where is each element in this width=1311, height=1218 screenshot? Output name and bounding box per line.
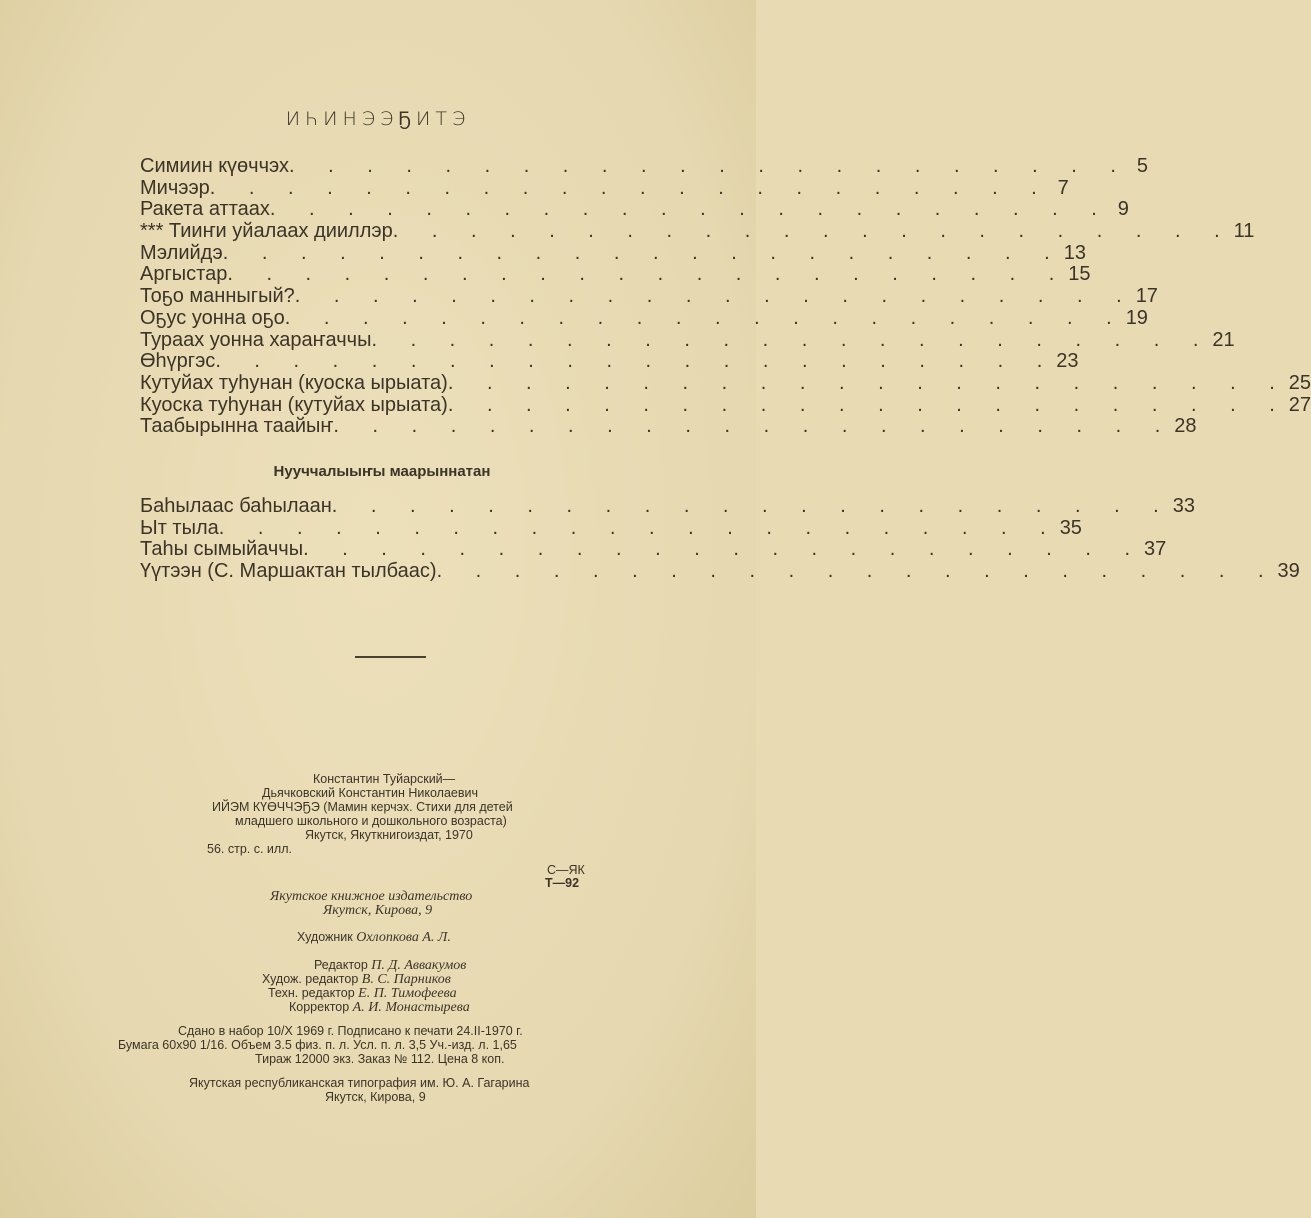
credit-line xyxy=(262,972,451,987)
printer-address: Якутск, Кирова, 9 xyxy=(325,1090,426,1104)
imprint-book: ИЙЭМ КҮӨЧЧЭҔЭ (Мамин керчэх. Стихи для детей xyxy=(212,800,513,814)
toc-entry xyxy=(140,176,1069,200)
toc-entry-title: Аргыстар xyxy=(140,263,228,286)
toc-entry xyxy=(140,393,1311,417)
toc-entry xyxy=(140,350,1079,373)
toc-leader-dots: . . . . . . . . . . . . . . . . . . . . . . xyxy=(371,328,1213,351)
toc-entry xyxy=(140,328,1235,352)
toc-entry xyxy=(140,516,1082,540)
credit-line xyxy=(268,986,457,1001)
toc-entry xyxy=(140,198,1129,221)
toc-entry-title: Баһылаас баһылаан xyxy=(140,495,332,517)
toc-leader-dots: . . . . . . . . . . . . . . . . . . . . . . xyxy=(447,371,1289,394)
toc-leader-dots: . . . . . . . . . . . . . . . . . . . . . . xyxy=(215,350,1057,373)
toc-entry xyxy=(140,155,1148,178)
toc-leader-dots: . . . . . . . . . . . . . . . . . . . . . . xyxy=(209,176,1051,199)
toc-leader-dots: . . . . . . . . . . . . . . . . . . . . . . xyxy=(333,415,1175,438)
toc-entry-title: Куоска туһунан (кутуйах ырыата) xyxy=(140,393,448,416)
imprint-book2: младшего школьного и дошкольного возраста) xyxy=(235,814,507,828)
toc-leader-dots: . . . . . . . . . . . . . . . . . . . . . . xyxy=(289,155,1130,177)
toc-entry-page: 25 xyxy=(1288,371,1311,394)
toc-entry-page: 35 xyxy=(1059,516,1082,539)
toc-entry xyxy=(140,306,1148,330)
toc-entry-title: Мэлийдэ xyxy=(140,241,223,264)
toc-entry xyxy=(140,263,1091,286)
table-of-contents xyxy=(140,155,1311,438)
toc-entry-page: 33 xyxy=(1172,495,1195,517)
imprint-author1: Константин Туйарский— xyxy=(313,772,456,786)
toc-leader-dots: . . . . . . . . . . . . . . . . . . . . . . xyxy=(284,306,1126,329)
toc-leader-dots: . . . . . . . . . . . . . . . . . . . . . . xyxy=(331,495,1173,517)
toc-leader-dots: . . . . . . . . . . . . . . . . . . . . . . xyxy=(303,538,1145,561)
publisher-address: Якутск, Кирова, 9 xyxy=(323,903,433,918)
toc-entry xyxy=(140,495,1195,518)
imprint-code2: Т—92 xyxy=(545,876,580,890)
credit-name: А. И. Монастырева xyxy=(352,1000,470,1015)
toc-entry-page: 13 xyxy=(1063,241,1086,264)
toc-entry-title: Тоҕо манныгый? xyxy=(140,285,295,308)
credit-name: В. С. Парников xyxy=(361,972,451,987)
toc-entry-title: Мичээр xyxy=(140,176,210,199)
toc-entry-page: 15 xyxy=(1068,263,1091,286)
toc-entry-title: Ыт тыла xyxy=(140,516,219,539)
credit-role: Редактор xyxy=(314,958,368,972)
printer: Якутская республиканская типография им. Ю. А. Гагарина xyxy=(189,1076,530,1090)
toc-entry-title: Таһы сымыйаччы xyxy=(140,538,304,561)
artist-name: Охлопкова А. Л. xyxy=(356,930,451,945)
toc-entry xyxy=(140,415,1197,438)
toc-entry-page: 27 xyxy=(1288,393,1311,416)
toc-entry-title: *** Тииҥи уйалаах дииллэр xyxy=(140,220,393,243)
toc-entry-title: Кутуйах туһунан (куоска ырыата) xyxy=(140,371,448,394)
toc-entry-page: 5 xyxy=(1136,155,1148,177)
toc-entry-title: Оҕус уонна оҕо xyxy=(140,306,285,329)
print-info-3: Тираж 12000 экз. Заказ № 112. Цена 8 коп. xyxy=(255,1052,505,1066)
toc-entry xyxy=(140,241,1086,265)
credit-role: Худож. редактор xyxy=(262,972,359,986)
publisher: Якутское книжное издательство xyxy=(270,889,473,904)
toc-leader-dots: . . . . . . . . . . . . . . . . . . . . . . xyxy=(392,220,1234,243)
credit-line xyxy=(314,958,466,973)
toc-entry-title: Үүтээн (С. Маршактан тылбаас) xyxy=(140,560,437,583)
toc-entry-page: 39 xyxy=(1277,560,1300,583)
print-info-1: Сдано в набор 10/X 1969 г. Подписано к печати 24.II-1970 г. xyxy=(178,1024,523,1038)
toc-leader-dots: . . . . . . . . . . . . . . . . . . . . . . xyxy=(218,516,1060,539)
toc-leader-dots: . . . . . . . . . . . . . . . . . . . . . . xyxy=(269,198,1111,221)
divider xyxy=(355,656,426,658)
toc-entry-page: 7 xyxy=(1057,176,1069,199)
toc-entry-page: 21 xyxy=(1212,328,1235,351)
toc-entry xyxy=(140,371,1311,395)
toc-leader-dots: . . . . . . . . . . . . . . . . . . . . . . xyxy=(227,263,1069,286)
toc-entry-page: 28 xyxy=(1174,415,1197,438)
toc-leader-dots: . . . . . . . . . . . . . . . . . . . . . . xyxy=(447,393,1289,416)
toc-entry-page: 17 xyxy=(1135,285,1158,308)
section-title: Нууччалыыҥы маарыннатан xyxy=(273,463,491,480)
toc-entry-title: Ракета аттаах xyxy=(140,198,270,221)
imprint-place: Якутск, Якуткнигоиздат, 1970 xyxy=(305,828,473,842)
print-info-2: Бумага 60х90 1/16. Объем 3.5 физ. п. л. Усл. п. л. 3,5 Уч.-изд. л. 1,65 xyxy=(118,1038,517,1052)
credit-line xyxy=(289,1000,470,1015)
toc-leader-dots: . . . . . . . . . . . . . . . . . . . . . . xyxy=(294,285,1136,308)
toc-entry-page: 11 xyxy=(1233,220,1255,243)
toc-entry xyxy=(140,538,1167,561)
toc-leader-dots: . . . . . . . . . . . . . . . . . . . . . . xyxy=(436,560,1278,583)
toc-entry-page: 9 xyxy=(1117,198,1129,221)
toc-entry-page: 23 xyxy=(1056,350,1079,373)
imprint-code1: С—ЯК xyxy=(547,863,585,877)
toc-entry-title: Таабырынна таайыҥ xyxy=(140,415,334,438)
artist-line xyxy=(297,930,451,945)
imprint-pages: 56. стр. с. илл. xyxy=(207,842,292,856)
table-of-contents-2 xyxy=(140,495,1300,583)
credit-name: П. Д. Аввакумов xyxy=(371,958,467,973)
toc-entry xyxy=(140,560,1300,583)
toc-entry-title: Тураах уонна хараҥаччы xyxy=(140,328,372,351)
toc-leader-dots: . . . . . . . . . . . . . . . . . . . . . . xyxy=(222,241,1064,264)
toc-entry-page: 37 xyxy=(1144,538,1167,561)
credit-name: Е. П. Тимофеева xyxy=(358,986,457,1001)
toc-entry-title: Симиин күөччэх xyxy=(140,155,290,177)
artist-label: Художник xyxy=(297,930,353,944)
credit-role: Корректор xyxy=(289,1000,350,1014)
imprint-author2: Дьячковский Константин Николаевич xyxy=(262,786,479,800)
contents-title: ИҺИНЭЭҔИТЭ xyxy=(285,108,471,130)
toc-entry-page: 19 xyxy=(1125,306,1148,329)
toc-entry-title: Өһүргэс xyxy=(140,350,216,373)
toc-entry xyxy=(140,220,1255,243)
credit-role: Техн. редактор xyxy=(268,986,355,1000)
toc-entry xyxy=(140,285,1158,308)
